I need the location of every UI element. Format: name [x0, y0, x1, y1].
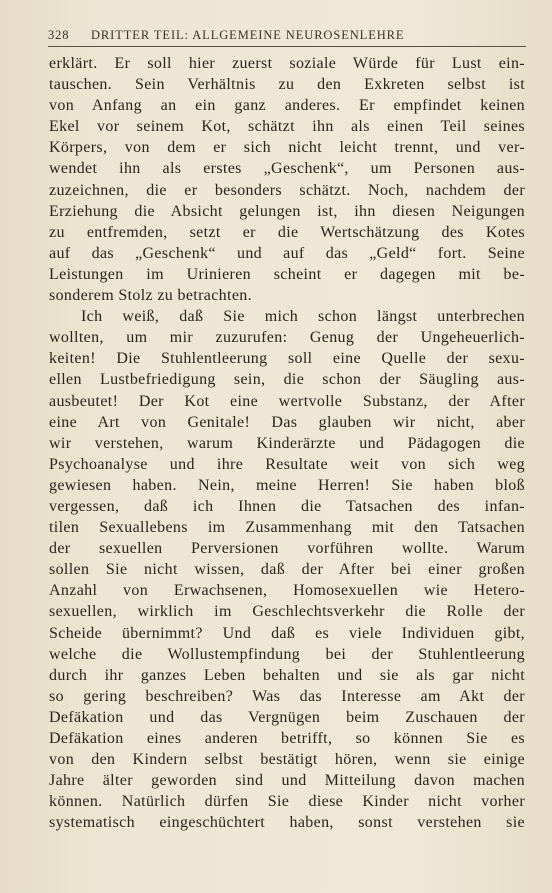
text-line: wir verstehen, warum Kinderärzte und Pädagogen die [49, 434, 525, 452]
text-line: Anzahl von Erwachsenen, Homosexuellen wie Hetero- [49, 582, 525, 600]
text-line: eine Art von Genitale! Das glauben wir nicht, aber [49, 413, 525, 431]
text-line: erklärt. Er soll hier zuerst soziale Würde für Lust ein- [49, 55, 525, 72]
paragraph [49, 306, 525, 833]
text-line: können. Natürlich dürfen Sie diese Kinder nicht vorher [49, 793, 525, 811]
text-line: Körpers, von dem er sich nicht leicht trennt, und ver- [49, 139, 525, 157]
text-line: wollten, um mir zuzurufen: Genug der Ungeheuerlich- [49, 329, 525, 347]
text-line: Leistungen im Urinieren scheint er dagegen mit be- [49, 265, 525, 283]
text-line: systematisch eingeschüchtert haben, sonst verstehen sie [49, 814, 525, 832]
text-line: auf das „Geschenk“ und auf das „Geld“ fort. Seine [49, 244, 525, 262]
text-line: wendet ihn als erstes „Geschenk“, um Personen aus- [49, 160, 525, 178]
text-line: sonderem Stolz zu betrachten. [49, 287, 252, 305]
header-rule [48, 46, 526, 47]
text-line: Psychoanalyse und ihre Resultate weit von sich weg [49, 455, 525, 473]
text-line: so gering beschreiben? Was das Interesse am Akt der [49, 687, 525, 705]
text-line: Jahre älter geworden sind und Mitteilung davon machen [49, 772, 525, 790]
text-line: Ich weiß, daß Sie mich schon längst unterbrechen [81, 308, 525, 326]
page-header [48, 28, 526, 46]
text-line: Ekel vor seinem Kot, schätzt ihn als einen Teil seines [49, 118, 525, 136]
text-line: tauschen. Sein Verhältnis zu den Exkreten selbst ist [49, 76, 525, 94]
text-line: der sexuellen Perversionen vorführen wollte. Warum [49, 540, 525, 558]
page-number: 328 [48, 28, 70, 42]
text-line: tilen Sexuallebens im Zusammenhang mit den Tatsachen [49, 519, 525, 537]
text-line: ellen Lustbefriedigung sein, die schon der Säugling aus- [49, 371, 525, 389]
text-line: von den Kindern selbst bestätigt hören, wenn sie einige [49, 751, 525, 769]
body-text [49, 53, 525, 833]
text-line: durch ihr ganzes Leben behalten und sie als gar nicht [49, 666, 525, 684]
text-line: Defäkation und das Vergnügen beim Zuschauen der [49, 708, 525, 726]
paragraph [49, 53, 525, 306]
text-line: gewiesen haben. Nein, meine Herren! Sie haben bloß [49, 476, 525, 494]
text-line: keiten! Die Stuhlentleerung soll eine Quelle der sexu- [49, 350, 525, 368]
text-line: Defäkation eines anderen betrifft, so können Sie es [49, 730, 525, 747]
text-line: ausbeutet! Der Kot eine wertvolle Substanz, der After [49, 392, 525, 410]
text-line: sexuellen, wirklich im Geschlechtsverkehr die Rolle der [49, 603, 525, 621]
text-line: welche die Wollustempfindung bei der Stuhlentleerung [49, 645, 525, 663]
text-line: Erziehung die Absicht gelungen ist, ihn diesen Neigungen [49, 202, 525, 220]
text-line: zuzeichnen, die er besonders schätzt. Noch, nachdem der [49, 181, 525, 199]
running-head: DRITTER TEIL: ALLGEMEINE NEUROSENLEHRE [91, 28, 405, 42]
text-line: Scheide übernimmt? Und daß es viele Individuen gibt, [49, 624, 525, 642]
text-line: sollen Sie nicht wissen, daß der After bei einer großen [49, 561, 525, 579]
text-line: vergessen, daß ich Ihnen die Tatsachen des infan- [49, 497, 525, 515]
text-line: zu entfremden, setzt er die Wertschätzung des Kotes [49, 223, 525, 241]
text-line: von Anfang an ein ganz anderes. Er empfindet keinen [49, 97, 525, 115]
